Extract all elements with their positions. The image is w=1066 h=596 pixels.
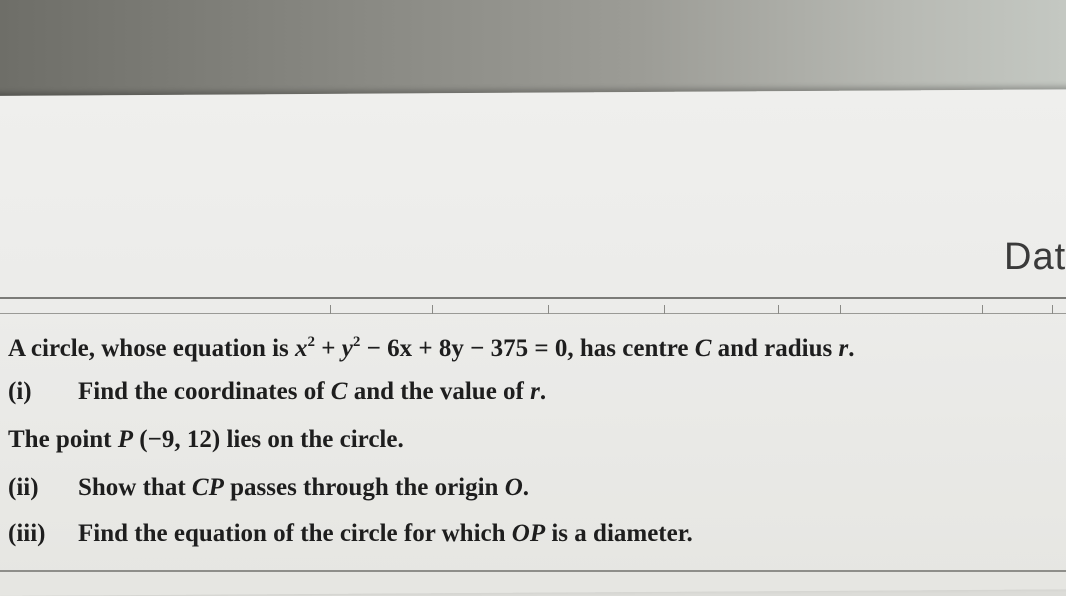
eq-x: x: [295, 335, 308, 362]
eq-square-1: 2: [307, 334, 316, 350]
intro-mid: , has centre: [567, 335, 695, 362]
date-label: Dat: [1004, 236, 1066, 278]
part-ii-cp: CP: [191, 474, 224, 501]
rule-tick: [778, 305, 779, 314]
part-i-text-end: .: [539, 378, 547, 405]
part-iii-op: OP: [511, 520, 546, 547]
bottom-rule: [0, 570, 1066, 572]
point-p: P: [117, 426, 134, 453]
centre-symbol: C: [694, 335, 712, 362]
part-iii-text-start: Find the equation of the circle for which: [78, 520, 512, 547]
eq-plus: +: [315, 335, 342, 362]
intro-and: and radius: [711, 335, 839, 362]
part-i-text-mid: and the value of: [347, 378, 531, 405]
header-rule-secondary: [0, 313, 1066, 314]
part-ii-text-end: .: [522, 474, 530, 501]
rule-tick: [664, 305, 665, 314]
point-text-start: The point: [8, 426, 118, 453]
part-iii: [8, 520, 1058, 548]
eq-rest: − 6x + 8y − 375 = 0: [360, 335, 568, 362]
part-i-c: C: [330, 378, 348, 405]
part-i-text-start: Find the coordinates of: [78, 378, 331, 405]
part-i-r: r: [530, 378, 540, 405]
part-ii-o: O: [504, 474, 523, 501]
rule-tick: [432, 305, 433, 314]
part-ii-label: (ii): [8, 474, 39, 501]
eq-square-2: 2: [352, 334, 361, 350]
rule-tick: [1052, 305, 1053, 314]
intro-start: A circle, whose equation is: [8, 335, 296, 362]
intro-end: .: [848, 335, 855, 362]
rule-tick: [840, 305, 841, 314]
part-ii-text-mid: passes through the origin: [223, 474, 505, 501]
point-text-end: (−9, 12) lies on the circle.: [133, 426, 404, 453]
eq-y: y: [341, 335, 353, 362]
part-iii-label: (iii): [8, 520, 46, 547]
part-ii: [8, 474, 1058, 502]
point-statement: [8, 426, 1058, 454]
question-intro: [8, 334, 1058, 363]
part-iii-text-end: is a diameter.: [545, 520, 693, 547]
part-i-label: (i): [8, 378, 32, 405]
part-i: [8, 378, 1058, 406]
header-rule: [0, 297, 1066, 299]
radius-symbol: r: [838, 335, 849, 362]
part-ii-text-start: Show that: [78, 474, 192, 501]
rule-tick: [982, 305, 983, 314]
rule-tick: [330, 305, 331, 314]
rule-tick: [548, 305, 549, 314]
